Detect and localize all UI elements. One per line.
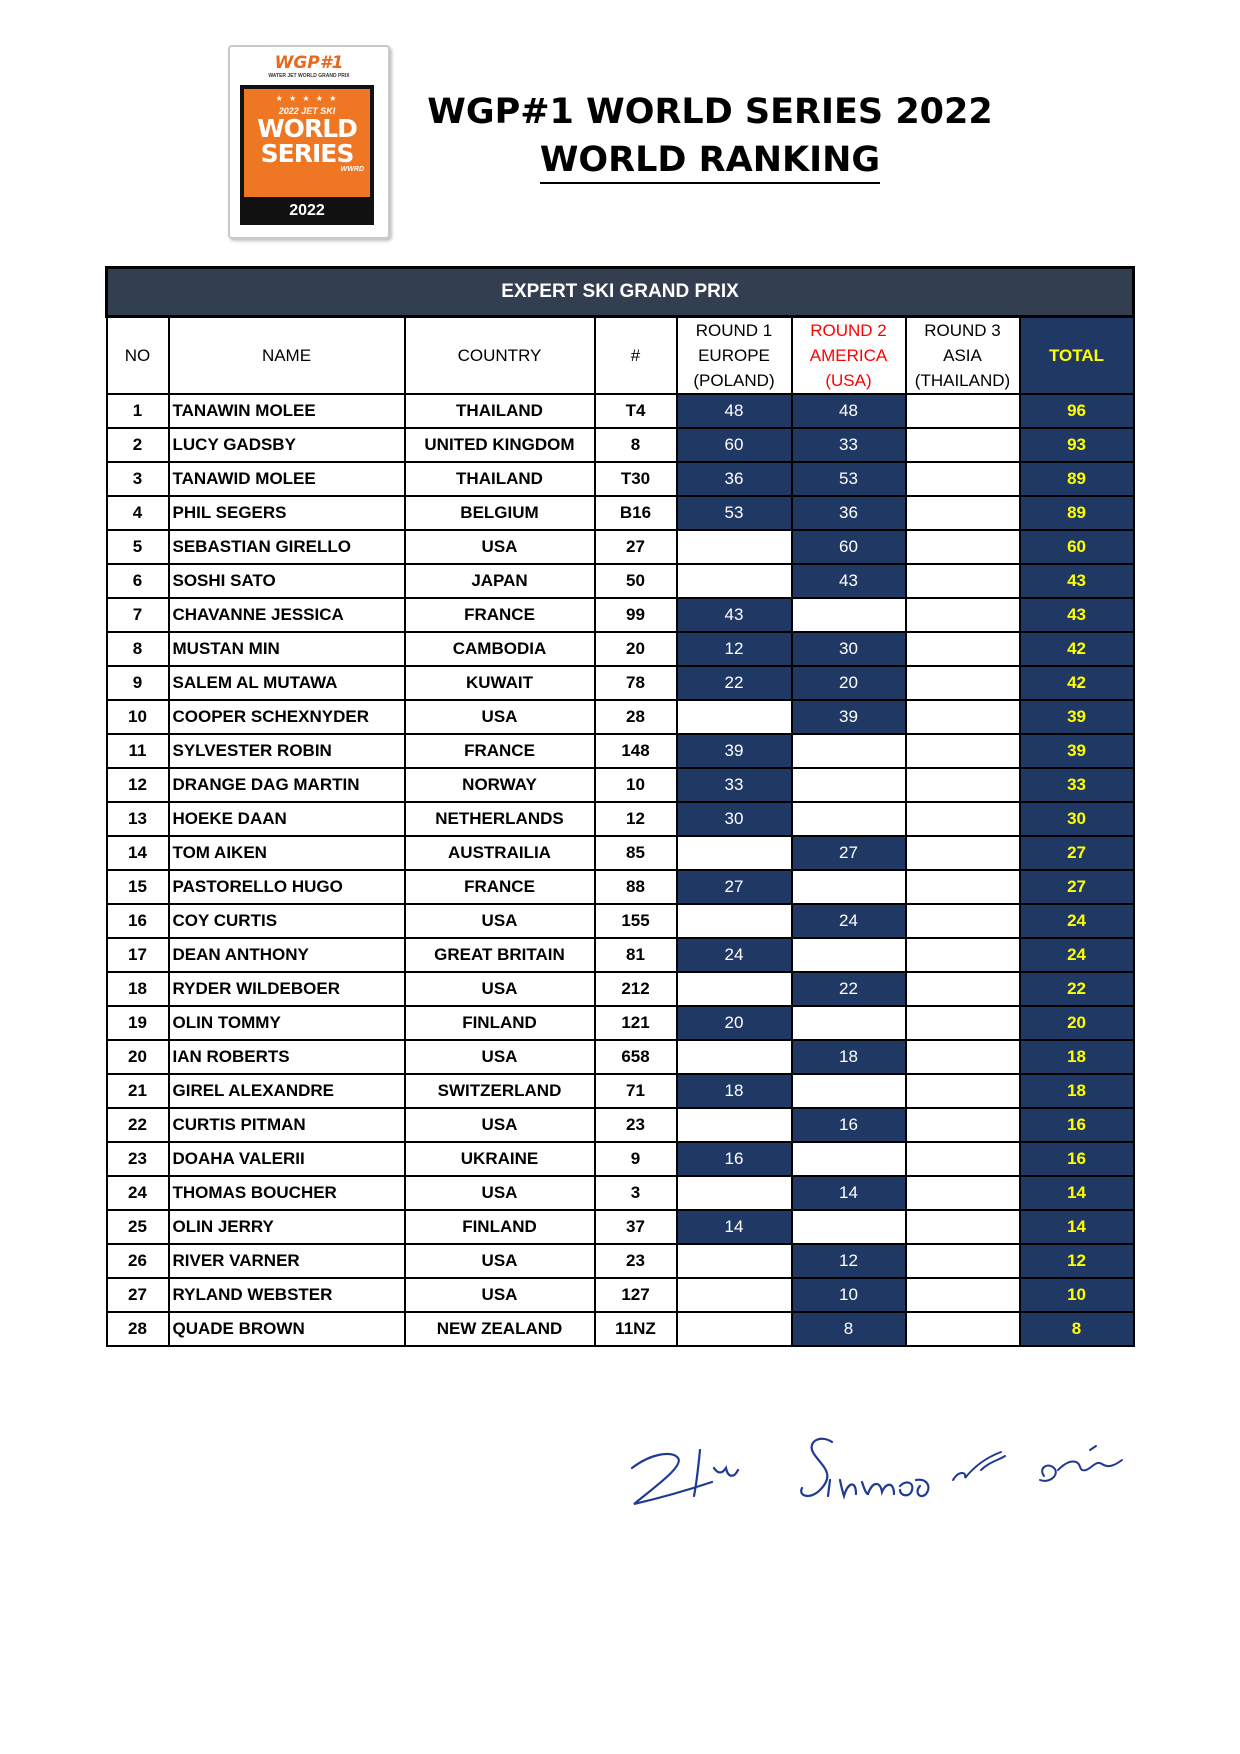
table-row [107,1210,1134,1244]
cell-country: UNITED KINGDOM [405,428,595,462]
cell-round1: 60 [677,428,792,462]
cell-country: JAPAN [405,564,595,598]
cell-total: 39 [1020,700,1134,734]
cell-round1 [677,1040,792,1074]
cell-number: 27 [595,530,677,564]
cell-round2 [792,870,906,904]
cell-round2: 16 [792,1108,906,1142]
cell-round2: 30 [792,632,906,666]
table-row [107,870,1134,904]
cell-name: DOAHA VALERII [169,1142,405,1176]
cell-round2 [792,598,906,632]
cell-round1: 33 [677,768,792,802]
signature-1 [620,1420,770,1520]
cell-number: T30 [595,462,677,496]
cell-name: RYDER WILDEBOER [169,972,405,1006]
cell-total: 89 [1020,462,1134,496]
cell-total: 39 [1020,734,1134,768]
cell-name: MUSTAN MIN [169,632,405,666]
cell-round1 [677,530,792,564]
cell-name: OLIN JERRY [169,1210,405,1244]
cell-number: 8 [595,428,677,462]
logo-mark: WWRD [340,166,364,173]
cell-number: 50 [595,564,677,598]
table-row [107,734,1134,768]
event-logo [228,45,390,239]
column-header-row [107,317,1134,395]
cell-round3 [906,768,1020,802]
cell-total: 20 [1020,1006,1134,1040]
cell-number: 81 [595,938,677,972]
cell-round2 [792,1210,906,1244]
cell-no: 9 [107,666,169,700]
logo-header [236,53,382,83]
cell-country: FINLAND [405,1210,595,1244]
cell-name: COOPER SCHEXNYDER [169,700,405,734]
cell-round2: 24 [792,904,906,938]
cell-number: 78 [595,666,677,700]
table-row [107,1244,1134,1278]
cell-round3 [906,1278,1020,1312]
cell-number: 148 [595,734,677,768]
signature-2 [790,1420,940,1520]
col-header-round2 [792,317,906,395]
cell-number: 11NZ [595,1312,677,1346]
table-row [107,428,1134,462]
cell-round3 [906,666,1020,700]
page-title [420,88,1000,184]
cell-total: 27 [1020,836,1134,870]
cell-no: 27 [107,1278,169,1312]
cell-round2: 39 [792,700,906,734]
table-row [107,632,1134,666]
col-header-number: # [595,317,677,395]
cell-round3 [906,870,1020,904]
logo-tagline: WATER JET WORLD GRAND PRIX [268,73,350,79]
logo-world: WORLD [257,114,357,143]
cell-round1: 53 [677,496,792,530]
cell-name: LUCY GADSBY [169,428,405,462]
cell-number: 212 [595,972,677,1006]
cell-round1 [677,700,792,734]
table-row [107,1176,1134,1210]
cell-round2: 12 [792,1244,906,1278]
cell-country: USA [405,1040,595,1074]
cell-name: SYLVESTER ROBIN [169,734,405,768]
cell-no: 11 [107,734,169,768]
cell-number: 28 [595,700,677,734]
logo-brand: WGP#1 [274,53,344,73]
table-row [107,972,1134,1006]
cell-round1: 22 [677,666,792,700]
cell-round3 [906,972,1020,1006]
cell-round2 [792,1006,906,1040]
cell-round1: 36 [677,462,792,496]
cell-round1 [677,904,792,938]
cell-round3 [906,938,1020,972]
cell-round1 [677,1312,792,1346]
cell-round1: 43 [677,598,792,632]
cell-no: 4 [107,496,169,530]
cell-country: KUWAIT [405,666,595,700]
cell-no: 2 [107,428,169,462]
table-row [107,904,1134,938]
table-row [107,598,1134,632]
table-row [107,802,1134,836]
cell-round2: 43 [792,564,906,598]
cell-round3 [906,836,1020,870]
table-row [107,1312,1134,1346]
cell-country: GREAT BRITAIN [405,938,595,972]
table-row [107,496,1134,530]
cell-round3 [906,462,1020,496]
round2-location: (USA) [825,371,872,390]
cell-round1 [677,1278,792,1312]
cell-round2: 53 [792,462,906,496]
cell-name: SEBASTIAN GIRELLO [169,530,405,564]
cell-no: 6 [107,564,169,598]
cell-country: BELGIUM [405,496,595,530]
cell-name: QUADE BROWN [169,1312,405,1346]
logo-badge [240,85,374,225]
cell-name: TANAWIN MOLEE [169,394,405,428]
cell-total: 43 [1020,564,1134,598]
cell-round1: 14 [677,1210,792,1244]
ranking-body [107,394,1134,1346]
table-row [107,700,1134,734]
cell-round3 [906,802,1020,836]
cell-number: 37 [595,1210,677,1244]
table-row [107,768,1134,802]
cell-name: PHIL SEGERS [169,496,405,530]
cell-round1: 18 [677,1074,792,1108]
round1-region: EUROPE [698,346,770,365]
cell-round1: 48 [677,394,792,428]
round3-region: ASIA [943,346,982,365]
cell-country: USA [405,904,595,938]
cell-number: 23 [595,1108,677,1142]
cell-name: CHAVANNE JESSICA [169,598,405,632]
cell-name: RYLAND WEBSTER [169,1278,405,1312]
col-header-country: COUNTRY [405,317,595,395]
cell-round1: 24 [677,938,792,972]
cell-total: 18 [1020,1040,1134,1074]
cell-round3 [906,1040,1020,1074]
cell-total: 33 [1020,768,1134,802]
cell-round3 [906,1142,1020,1176]
title-line-2: WORLD RANKING [540,138,880,184]
cell-total: 14 [1020,1176,1134,1210]
col-header-round1 [677,317,792,395]
cell-round2 [792,938,906,972]
cell-round1 [677,836,792,870]
cell-name: TANAWID MOLEE [169,462,405,496]
cell-round3 [906,496,1020,530]
cell-total: 42 [1020,666,1134,700]
cell-number: 155 [595,904,677,938]
cell-round1 [677,972,792,1006]
col-header-round3 [906,317,1020,395]
logo-stars: ★ ★ ★ ★ ★ [275,94,339,103]
cell-country: NEW ZEALAND [405,1312,595,1346]
table-row [107,836,1134,870]
cell-no: 10 [107,700,169,734]
table-row [107,1108,1134,1142]
table-row [107,666,1134,700]
cell-name: CURTIS PITMAN [169,1108,405,1142]
cell-round3 [906,1074,1020,1108]
cell-round2: 36 [792,496,906,530]
cell-round2: 33 [792,428,906,462]
table-row [107,938,1134,972]
cell-name: SOSHI SATO [169,564,405,598]
cell-no: 25 [107,1210,169,1244]
table-row [107,1040,1134,1074]
table-row [107,1006,1134,1040]
cell-name: GIREL ALEXANDRE [169,1074,405,1108]
cell-name: COY CURTIS [169,904,405,938]
table-row [107,394,1134,428]
cell-round2: 20 [792,666,906,700]
cell-country: UKRAINE [405,1142,595,1176]
cell-name: SALEM AL MUTAWA [169,666,405,700]
title-line-1: WGP#1 WORLD SERIES 2022 [427,92,993,132]
cell-total: 22 [1020,972,1134,1006]
round1-location: (POLAND) [693,371,775,390]
cell-round1: 12 [677,632,792,666]
cell-no: 1 [107,394,169,428]
cell-round3 [906,700,1020,734]
cell-no: 21 [107,1074,169,1108]
cell-total: 96 [1020,394,1134,428]
cell-name: IAN ROBERTS [169,1040,405,1074]
cell-name: THOMAS BOUCHER [169,1176,405,1210]
cell-country: USA [405,530,595,564]
cell-round3 [906,632,1020,666]
cell-total: 10 [1020,1278,1134,1312]
cell-no: 18 [107,972,169,1006]
table-row [107,530,1134,564]
cell-number: T4 [595,394,677,428]
cell-round1: 16 [677,1142,792,1176]
cell-round2: 22 [792,972,906,1006]
round2-label: ROUND 2 [810,321,887,340]
cell-number: 9 [595,1142,677,1176]
cell-no: 17 [107,938,169,972]
cell-round3 [906,530,1020,564]
col-header-total: TOTAL [1020,317,1134,395]
cell-round2: 14 [792,1176,906,1210]
cell-no: 28 [107,1312,169,1346]
cell-round2 [792,802,906,836]
cell-round1 [677,1108,792,1142]
cell-round2: 27 [792,836,906,870]
cell-round1: 30 [677,802,792,836]
cell-round3 [906,598,1020,632]
table-row [107,1142,1134,1176]
cell-total: 8 [1020,1312,1134,1346]
logo-series: SERIES [260,139,354,168]
cell-number: 20 [595,632,677,666]
cell-name: DEAN ANTHONY [169,938,405,972]
round2-region: AMERICA [809,346,888,365]
cell-name: OLIN TOMMY [169,1006,405,1040]
cell-total: 60 [1020,530,1134,564]
cell-round1: 39 [677,734,792,768]
cell-number: B16 [595,496,677,530]
cell-no: 19 [107,1006,169,1040]
cell-country: SWITZERLAND [405,1074,595,1108]
cell-number: 99 [595,598,677,632]
cell-round2: 60 [792,530,906,564]
round3-label: ROUND 3 [924,321,1001,340]
logo-orange-panel [244,89,370,197]
cell-no: 14 [107,836,169,870]
cell-no: 13 [107,802,169,836]
cell-total: 27 [1020,870,1134,904]
round1-label: ROUND 1 [695,321,773,340]
cell-no: 20 [107,1040,169,1074]
cell-name: TOM AIKEN [169,836,405,870]
cell-country: USA [405,972,595,1006]
cell-country: CAMBODIA [405,632,595,666]
cell-number: 71 [595,1074,677,1108]
cell-country: USA [405,1176,595,1210]
cell-round3 [906,394,1020,428]
cell-country: FINLAND [405,1006,595,1040]
table-row [107,1074,1134,1108]
cell-round3 [906,734,1020,768]
cell-round1 [677,1244,792,1278]
cell-total: 24 [1020,904,1134,938]
cell-country: USA [405,1244,595,1278]
cell-total: 30 [1020,802,1134,836]
cell-total: 24 [1020,938,1134,972]
cell-name: HOEKE DAAN [169,802,405,836]
cell-name: DRANGE DAG MARTIN [169,768,405,802]
cell-number: 3 [595,1176,677,1210]
cell-country: NETHERLANDS [405,802,595,836]
col-header-no: NO [107,317,169,395]
cell-number: 658 [595,1040,677,1074]
cell-round3 [906,1176,1020,1210]
cell-no: 7 [107,598,169,632]
cell-country: USA [405,700,595,734]
cell-round1: 20 [677,1006,792,1040]
cell-number: 23 [595,1244,677,1278]
cell-total: 16 [1020,1142,1134,1176]
cell-no: 24 [107,1176,169,1210]
cell-country: USA [405,1278,595,1312]
ranking-table [105,266,1135,1347]
cell-country: FRANCE [405,870,595,904]
cell-round3 [906,1244,1020,1278]
cell-total: 89 [1020,496,1134,530]
cell-round2: 18 [792,1040,906,1074]
cell-round2 [792,734,906,768]
cell-total: 18 [1020,1074,1134,1108]
cell-no: 8 [107,632,169,666]
cell-number: 12 [595,802,677,836]
cell-round2: 10 [792,1278,906,1312]
cell-no: 26 [107,1244,169,1278]
cell-country: NORWAY [405,768,595,802]
cell-round1 [677,1176,792,1210]
cell-no: 15 [107,870,169,904]
cell-total: 93 [1020,428,1134,462]
cell-number: 10 [595,768,677,802]
cell-round2 [792,1074,906,1108]
cell-round3 [906,1312,1020,1346]
cell-country: FRANCE [405,598,595,632]
cell-total: 16 [1020,1108,1134,1142]
cell-round3 [906,904,1020,938]
cell-round2 [792,768,906,802]
cell-round3 [906,1006,1020,1040]
section-title: EXPERT SKI GRAND PRIX [107,268,1134,317]
cell-total: 42 [1020,632,1134,666]
cell-total: 12 [1020,1244,1134,1278]
cell-round3 [906,564,1020,598]
cell-no: 23 [107,1142,169,1176]
signature-4 [1030,1420,1140,1500]
cell-number: 127 [595,1278,677,1312]
cell-name: PASTORELLO HUGO [169,870,405,904]
cell-number: 88 [595,870,677,904]
cell-round3 [906,1108,1020,1142]
table-row [107,1278,1134,1312]
cell-total: 14 [1020,1210,1134,1244]
cell-no: 12 [107,768,169,802]
logo-year: 2022 [289,202,325,219]
cell-round1 [677,564,792,598]
round3-location: (THAILAND) [914,371,1011,390]
cell-no: 22 [107,1108,169,1142]
cell-country: AUSTRAILIA [405,836,595,870]
cell-round1: 27 [677,870,792,904]
cell-total: 43 [1020,598,1134,632]
cell-number: 121 [595,1006,677,1040]
cell-country: USA [405,1108,595,1142]
logo-sub: 2022 JET SKI [278,106,336,116]
cell-round3 [906,428,1020,462]
cell-round2 [792,1142,906,1176]
cell-country: THAILAND [405,462,595,496]
cell-round3 [906,1210,1020,1244]
cell-country: THAILAND [405,394,595,428]
cell-round2: 48 [792,394,906,428]
cell-no: 3 [107,462,169,496]
table-row [107,462,1134,496]
col-header-name: NAME [169,317,405,395]
cell-name: RIVER VARNER [169,1244,405,1278]
cell-round2: 8 [792,1312,906,1346]
cell-country: FRANCE [405,734,595,768]
cell-no: 16 [107,904,169,938]
cell-number: 85 [595,836,677,870]
cell-no: 5 [107,530,169,564]
table-row [107,564,1134,598]
